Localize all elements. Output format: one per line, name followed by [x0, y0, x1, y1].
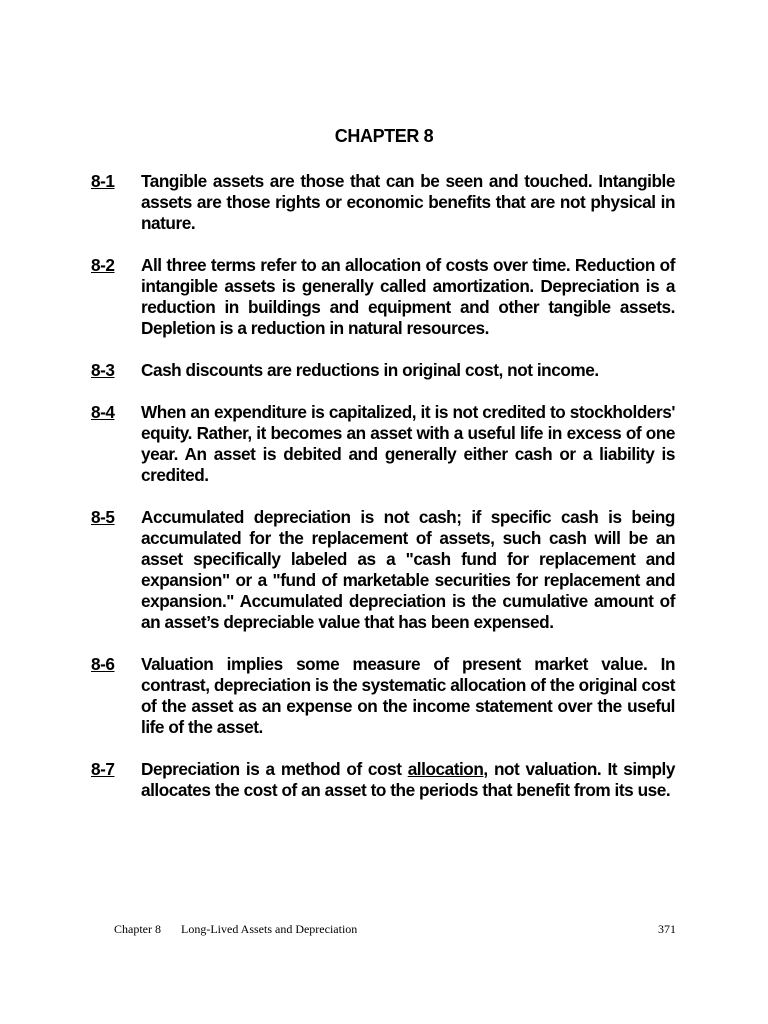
answer-item: [91, 360, 675, 381]
answer-text: Cash discounts are reductions in original cost, not income.: [141, 360, 599, 380]
footer-chapter: Chapter 8: [114, 922, 161, 936]
answer-item: [91, 255, 675, 339]
answer-text-underlined: allocation: [407, 759, 484, 779]
answer-text: All three terms refer to an allocation of costs over time. Reduction of intangible assets is generally called amortization. Depreciation is a reduction in buildings and equipment and other tangible assets. Depletion is a reduction in natural resources.: [141, 255, 675, 338]
answer-number: 8-7: [91, 759, 115, 779]
answer-number: 8-6: [91, 654, 115, 674]
answer-item: [91, 171, 675, 234]
answer-item: [91, 507, 675, 633]
page-footer: [114, 922, 676, 937]
answer-number: 8-1: [91, 171, 115, 191]
answer-number: 8-5: [91, 507, 115, 527]
answer-number: 8-3: [91, 360, 115, 380]
answer-number: 8-4: [91, 402, 115, 422]
answer-item: [91, 654, 675, 738]
page-title: CHAPTER 8: [334, 126, 434, 146]
answer-text: When an expenditure is capitalized, it is not credited to stockholders' equity. Rather, it becomes an asset with a useful life in excess of one year. An asset is debited and generally either cash or a liability is credited.: [141, 402, 675, 485]
answer-text-before: Depreciation is a method of cost: [141, 759, 408, 779]
answer-item: [91, 402, 675, 486]
answer-item: [91, 759, 675, 801]
answer-text: Accumulated depreciation is not cash; if specific cash is being accumulated for the replacement of assets, such cash will be an asset specifically labeled as a "cash fund for replacement and expansion" or a "fund of marketable securities for replacement and expansion." Accumulated depreciation is the cumulative amount of an asset’s depreciable value that has been expensed.: [141, 507, 675, 632]
answer-text: [141, 759, 675, 801]
answer-text-after: , not valuation. It simply allocates the cost of an asset to the periods that benefit from its use.: [141, 759, 675, 800]
answer-text: Valuation implies some measure of present market value. In contrast, depreciation is the systematic allocation of the original cost of the asset as an expense on the income statement over the useful life of the asset.: [141, 654, 675, 737]
footer-chapter-title: Long-Lived Assets and Depreciation: [181, 922, 358, 936]
answer-number: 8-2: [91, 255, 115, 275]
footer-page-number: 371: [658, 922, 676, 936]
answer-list: [91, 171, 675, 822]
answer-text: Tangible assets are those that can be seen and touched. Intangible assets are those rights or economic benefits that are not physical in nature.: [141, 171, 675, 233]
